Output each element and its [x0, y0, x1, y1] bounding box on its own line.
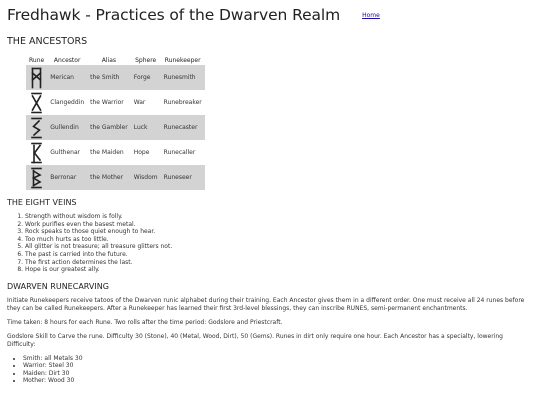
sphere-cell: Forge: [131, 65, 161, 90]
runecarving-intro: Initiate Runekeepers receive tatoos of the Dwarven runic alphabet during their training. Each Ancestor gives them in a different order. One must receive all 24 runes before they can be called Runekeepers. After a Runekeeper has learned their first 3rd-level blessings, they can inscribe RUNES, semi-permanent enchantments.: [7, 296, 525, 312]
list-item: 2. Work purifies even the basest metal.: [25, 221, 533, 229]
alias-cell: the Mother: [87, 165, 131, 190]
sphere-cell: Wisdom: [131, 165, 161, 190]
runecarving-heading: DWARVEN RUNECARVING: [7, 281, 109, 291]
difficulty-text: Godslore Skill to Carve the rune. Difficulty 30 (Stone), 40 (Metal, Wood, Dirt), 50 (Gems). Runes in dirt only require one hour. Each Ancestor has a specialty, lowering Difficulty:: [7, 332, 503, 348]
sphere-cell: War: [133, 99, 146, 106]
list-item: 1. Strength without wisdom is folly.: [25, 213, 533, 221]
alias-cell: the Warrior: [90, 99, 124, 106]
sphere-cell: Hope: [133, 149, 150, 156]
table-row: [26, 140, 205, 165]
table-row: [26, 165, 205, 190]
list-item: • Warrior: Steel 30: [23, 362, 533, 369]
list-item: 3. Rock speaks to those quiet enough to hear.: [25, 228, 533, 236]
ancestors-table: [26, 55, 205, 190]
rune-b-icon: [30, 167, 43, 189]
specialty-list: [7, 355, 533, 385]
list-item: 5. All glitter is not treasure; all treasure glitters not.: [25, 243, 533, 251]
time-taken-text: Time taken: 8 hours for each Rune. Two rolls after the time period: Godslore and Priestcraft.: [7, 318, 283, 326]
ancestor-cell: Merican: [47, 65, 87, 90]
veins-list: [7, 213, 533, 274]
ancestor-cell: Berronar: [47, 165, 87, 190]
alias-cell: the Gambler: [87, 115, 131, 140]
column-header-ancestor: Ancestor: [53, 57, 81, 64]
list-item: • Mother: Wood 30: [23, 377, 533, 384]
list-item: 4. Too much hurts as too little.: [25, 236, 533, 244]
table-row: [26, 115, 205, 140]
home-link[interactable]: Home: [362, 12, 380, 19]
rune-x-icon: [30, 92, 43, 114]
runekeeper-cell: Runeseer: [161, 165, 205, 190]
veins-heading: THE EIGHT VEINS: [7, 198, 77, 207]
table-row: [26, 65, 205, 90]
rune-m-icon: [30, 67, 43, 89]
header: [7, 6, 533, 24]
column-header-sphere: Sphere: [135, 57, 157, 64]
list-item: 8. Hope is our greatest ally.: [25, 266, 533, 274]
ancestor-cell: Clangeddin: [50, 99, 85, 106]
alias-cell: the Smith: [87, 65, 131, 90]
rune-s-icon: [30, 117, 43, 139]
rune-k-icon: [30, 142, 43, 164]
list-item: • Smith: all Metals 30: [23, 355, 533, 362]
sphere-cell: Luck: [131, 115, 161, 140]
runekeeper-cell: Runecaller: [163, 149, 196, 156]
list-item: 6. The past is carried into the future.: [25, 251, 533, 259]
column-header-alias: Alias: [101, 57, 117, 64]
table-header-row: [26, 55, 205, 65]
alias-cell: the Maiden: [90, 149, 124, 156]
runekeeper-cell: Runecaster: [161, 115, 205, 140]
column-header-runekeeper: Runekeeper: [164, 57, 201, 64]
ancestor-cell: Gullendin: [47, 115, 87, 140]
ancestors-heading: THE ANCESTORS: [7, 36, 88, 47]
list-item: • Maiden: Dirt 30: [23, 370, 533, 377]
list-item: 7. The first action determines the last.: [25, 259, 533, 267]
runekeeper-cell: Runebreaker: [163, 99, 202, 106]
page-title: Fredhawk - Practices of the Dwarven Realm: [7, 6, 341, 24]
runekeeper-cell: Runesmith: [161, 65, 205, 90]
column-header-rune: Rune: [29, 57, 45, 64]
ancestor-cell: Gulthenar: [50, 149, 81, 156]
table-row: [26, 90, 205, 115]
